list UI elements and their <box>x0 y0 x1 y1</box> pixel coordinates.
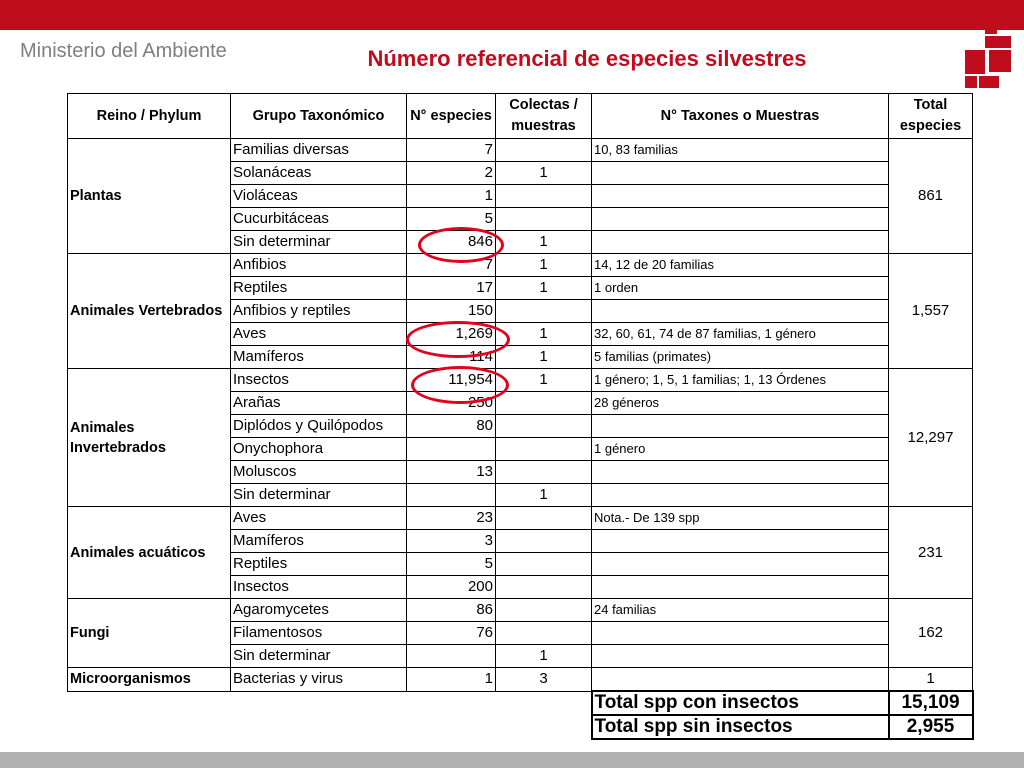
taxones-cell <box>592 530 889 553</box>
summary-spacer <box>68 715 592 739</box>
grupo-cell: Mamíferos <box>231 530 407 553</box>
highlight-circle <box>418 227 504 263</box>
grupo-cell: Cucurbitáceas <box>231 208 407 231</box>
grupo-cell: Reptiles <box>231 553 407 576</box>
grupo-cell: Sin determinar <box>231 484 407 507</box>
colectas-cell <box>496 461 592 484</box>
especies-cell: 150 <box>407 300 496 323</box>
table-row <box>68 599 973 622</box>
especies-cell: 200 <box>407 576 496 599</box>
taxones-cell <box>592 576 889 599</box>
highlight-circle <box>411 366 509 404</box>
especies-cell: 5 <box>407 208 496 231</box>
colectas-cell <box>496 507 592 530</box>
grupo-cell: Onychophora <box>231 438 407 461</box>
table-row <box>68 369 973 392</box>
colectas-cell: 1 <box>496 323 592 346</box>
taxones-cell <box>592 162 889 185</box>
taxones-cell: 32, 60, 61, 74 de 87 familias, 1 género <box>592 323 889 346</box>
grupo-cell: Familias diversas <box>231 139 407 162</box>
especies-cell: 250 <box>407 392 496 415</box>
column-header-reino: Reino / Phylum <box>68 94 231 139</box>
taxones-cell: 24 familias <box>592 599 889 622</box>
total-cell: 861 <box>889 139 973 254</box>
total-cell: 1,557 <box>889 254 973 369</box>
taxones-cell: 1 género; 1, 5, 1 familias; 1, 13 Órdenes <box>592 369 889 392</box>
colectas-cell: 1 <box>496 645 592 668</box>
colectas-cell: 1 <box>496 162 592 185</box>
colectas-cell: 3 <box>496 668 592 692</box>
taxones-cell: 10, 83 familias <box>592 139 889 162</box>
grupo-cell: Reptiles <box>231 277 407 300</box>
grupo-cell: Mamíferos <box>231 346 407 369</box>
taxones-cell <box>592 208 889 231</box>
especies-cell <box>407 484 496 507</box>
summary-value: 2,955 <box>889 715 973 739</box>
reino-cell: Animales Vertebrados <box>68 254 231 369</box>
grupo-cell: Insectos <box>231 576 407 599</box>
especies-cell <box>407 438 496 461</box>
grupo-cell: Insectos <box>231 369 407 392</box>
column-header-especies: N° especies <box>407 94 496 139</box>
grupo-cell: Arañas <box>231 392 407 415</box>
colectas-cell <box>496 185 592 208</box>
especies-cell: 13 <box>407 461 496 484</box>
reino-cell: Microorganismos <box>68 668 231 692</box>
column-header-grupo: Grupo Taxonómico <box>231 94 407 139</box>
reino-cell: Animales Invertebrados <box>68 369 231 507</box>
total-cell: 231 <box>889 507 973 599</box>
ministry-logo-icon <box>965 22 1024 88</box>
reino-cell: Plantas <box>68 139 231 254</box>
colectas-cell <box>496 599 592 622</box>
taxones-cell <box>592 461 889 484</box>
especies-cell: 5 <box>407 553 496 576</box>
especies-cell: 11,954 <box>407 369 496 392</box>
especies-cell: 17 <box>407 277 496 300</box>
grupo-cell: Filamentosos <box>231 622 407 645</box>
total-cell: 12,297 <box>889 369 973 507</box>
grupo-cell: Aves <box>231 507 407 530</box>
column-header-total: Total especies <box>889 94 973 139</box>
total-cell: 1 <box>889 668 973 692</box>
column-header-colectas: Colectas / muestras <box>496 94 592 139</box>
table-row <box>68 139 973 162</box>
bottom-bar <box>0 752 1024 768</box>
especies-cell <box>407 645 496 668</box>
colectas-cell: 1 <box>496 369 592 392</box>
colectas-cell: 1 <box>496 484 592 507</box>
highlight-circle <box>406 321 510 358</box>
summary-label: Total spp sin insectos <box>592 715 889 739</box>
species-table <box>67 93 974 740</box>
especies-cell: 7 <box>407 254 496 277</box>
colectas-cell <box>496 530 592 553</box>
grupo-cell: Anfibios y reptiles <box>231 300 407 323</box>
taxones-cell <box>592 645 889 668</box>
colectas-cell <box>496 415 592 438</box>
grupo-cell: Sin determinar <box>231 645 407 668</box>
especies-cell: 2 <box>407 162 496 185</box>
taxones-cell: 1 género <box>592 438 889 461</box>
taxones-cell <box>592 185 889 208</box>
especies-cell: 86 <box>407 599 496 622</box>
taxones-cell <box>592 415 889 438</box>
taxones-cell <box>592 622 889 645</box>
table-body <box>68 139 973 740</box>
especies-cell: 1,269 <box>407 323 496 346</box>
summary-row <box>68 715 973 739</box>
taxones-cell: 5 familias (primates) <box>592 346 889 369</box>
summary-spacer <box>68 691 592 715</box>
especies-cell: 1 <box>407 185 496 208</box>
especies-cell: 80 <box>407 415 496 438</box>
especies-cell: 76 <box>407 622 496 645</box>
especies-cell: 846 <box>407 231 496 254</box>
taxones-cell: 28 géneros <box>592 392 889 415</box>
reino-cell: Fungi <box>68 599 231 668</box>
taxones-cell <box>592 231 889 254</box>
grupo-cell: Solanáceas <box>231 162 407 185</box>
grupo-cell: Anfibios <box>231 254 407 277</box>
colectas-cell: 1 <box>496 277 592 300</box>
ministry-logo-text: Ministerio del Ambiente <box>20 40 227 62</box>
colectas-cell <box>496 622 592 645</box>
grupo-cell: Diplódos y Quilópodos <box>231 415 407 438</box>
colectas-cell <box>496 576 592 599</box>
taxones-cell <box>592 668 889 692</box>
table-row <box>68 254 973 277</box>
summary-row <box>68 691 973 715</box>
reino-cell: Animales acuáticos <box>68 507 231 599</box>
colectas-cell: 1 <box>496 254 592 277</box>
colectas-cell: 1 <box>496 346 592 369</box>
page-title: Número referencial de especies silvestres <box>367 46 807 71</box>
grupo-cell: Bacterias y virus <box>231 668 407 692</box>
taxones-cell: Nota.- De 139 spp <box>592 507 889 530</box>
taxones-cell <box>592 553 889 576</box>
taxones-cell: 14, 12 de 20 familias <box>592 254 889 277</box>
taxones-cell: 1 orden <box>592 277 889 300</box>
grupo-cell: Agaromycetes <box>231 599 407 622</box>
especies-cell: 3 <box>407 530 496 553</box>
total-cell: 162 <box>889 599 973 668</box>
colectas-cell <box>496 139 592 162</box>
taxones-cell <box>592 484 889 507</box>
table-header-row <box>68 94 973 139</box>
colectas-cell <box>496 438 592 461</box>
grupo-cell: Sin determinar <box>231 231 407 254</box>
colectas-cell: 1 <box>496 231 592 254</box>
summary-label: Total spp con insectos <box>592 691 889 715</box>
table-row <box>68 668 973 692</box>
especies-cell: 7 <box>407 139 496 162</box>
top-banner <box>0 0 1024 30</box>
colectas-cell <box>496 392 592 415</box>
colectas-cell <box>496 208 592 231</box>
colectas-cell <box>496 300 592 323</box>
colectas-cell <box>496 553 592 576</box>
table-row <box>68 507 973 530</box>
summary-value: 15,109 <box>889 691 973 715</box>
grupo-cell: Aves <box>231 323 407 346</box>
column-header-taxones: N° Taxones o Muestras <box>592 94 889 139</box>
especies-cell: 114 <box>407 346 496 369</box>
grupo-cell: Moluscos <box>231 461 407 484</box>
especies-cell: 23 <box>407 507 496 530</box>
taxones-cell <box>592 300 889 323</box>
grupo-cell: Violáceas <box>231 185 407 208</box>
especies-cell: 1 <box>407 668 496 692</box>
